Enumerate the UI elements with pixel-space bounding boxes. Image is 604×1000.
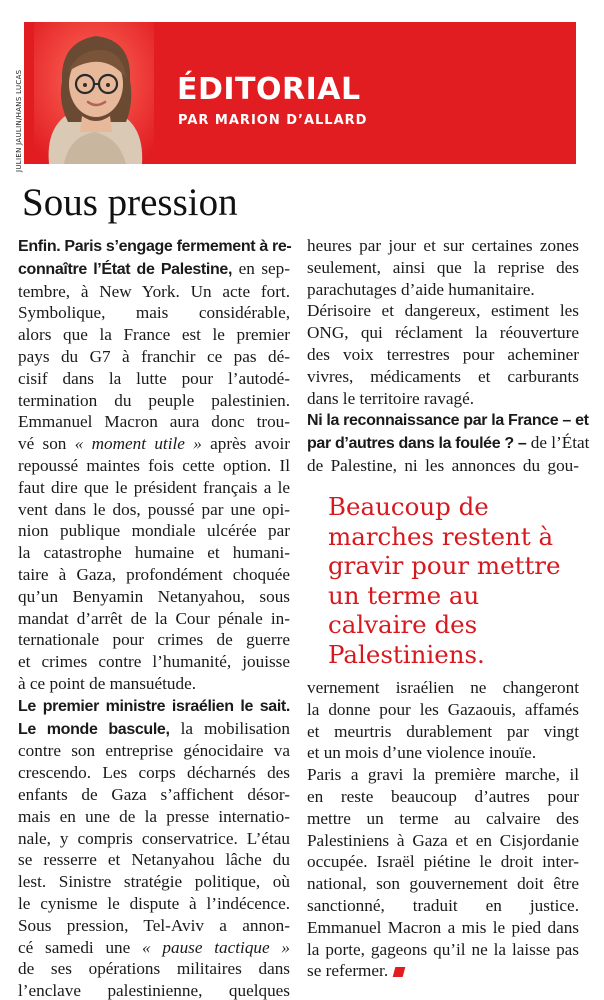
body-text: à ce point de mansuétude. <box>18 673 197 693</box>
text-line <box>307 409 589 432</box>
text-line <box>18 849 290 871</box>
body-text: occupée. Israël piétine le droit inter- <box>307 852 579 872</box>
text-line <box>307 873 579 895</box>
text-line <box>307 322 579 344</box>
text-line <box>18 673 290 695</box>
text-line <box>307 677 579 699</box>
body-text: en sep- <box>232 258 290 278</box>
body-text: enfants de Gaza s’affichent désor- <box>18 784 290 804</box>
text-line <box>18 281 290 303</box>
text-line <box>18 477 290 499</box>
body-text: de l’État <box>526 433 590 453</box>
body-text: vé son <box>18 434 75 454</box>
pull-quote: Beaucoup de marches restent à gravir pour mettre un terme au calvaire des Palestiniens. <box>328 492 561 669</box>
text-line <box>18 499 290 521</box>
quoted-phrase: « pause tactique » <box>142 937 290 957</box>
text-line <box>18 235 290 258</box>
body-text: lest. Sinistre stratégie politique, où <box>18 872 290 892</box>
body-text: ternationale pour crimes de guerre <box>18 630 290 650</box>
text-line <box>18 411 290 433</box>
body-text: vent dans le dos, poussé par une opi- <box>18 499 290 519</box>
text-line <box>307 742 579 764</box>
body-text: Emmanuel Macron a mis le pied dans <box>307 917 579 937</box>
lead-in-text: par d’autres dans la foulée ? – <box>307 435 527 453</box>
lead-in-text: Enfin. Paris s’engage fermement à re- <box>18 238 292 255</box>
text-line <box>18 586 290 608</box>
text-line <box>18 958 290 980</box>
text-line <box>307 432 590 455</box>
body-text: pays du G7 à franchir ce pas dé- <box>18 346 290 366</box>
text-line <box>18 455 290 477</box>
body-text: le cynisme le dispute à l’indécence. <box>18 893 290 913</box>
body-text: heures par jour et sur certaines zones <box>307 236 579 255</box>
text-line <box>18 542 290 564</box>
text-line <box>18 718 290 741</box>
text-line <box>307 786 579 808</box>
text-line <box>18 629 290 651</box>
body-text: tembre, à New York. Un acte fort. <box>18 281 290 301</box>
article-title: Sous pression <box>22 181 238 224</box>
text-line <box>18 651 290 673</box>
body-text: et un mois d’une violence inouïe. <box>307 743 537 763</box>
body-text: termination du peuple palestinien. <box>18 390 290 410</box>
text-line <box>18 915 290 937</box>
body-text: taire à Gaza, profondément choquée <box>18 564 290 584</box>
text-line <box>18 368 290 390</box>
body-text: faut dire que le président français a le <box>18 477 290 497</box>
photo-credit <box>3 22 23 172</box>
text-line <box>18 390 290 412</box>
body-text: Sous pression, Tel-Aviv a annon- <box>18 915 290 935</box>
lead-in-text: connaître l’État de Palestine, <box>18 260 233 278</box>
text-line <box>18 258 290 281</box>
text-line <box>18 893 290 915</box>
text-line <box>307 960 579 982</box>
body-text: sanctionné, traduit en justice. <box>307 895 579 915</box>
body-text: contre son entreprise génocidaire va <box>18 741 290 761</box>
text-line <box>307 917 579 939</box>
quoted-phrase: « moment utile » <box>74 434 202 454</box>
body-text: l’enclave palestinienne, quelques <box>18 981 290 1000</box>
body-text: la porte, gageons qu’il ne la laisse pas <box>307 939 579 959</box>
text-line <box>307 344 579 366</box>
body-text: en reste beaucoup d’autres pour <box>307 786 579 806</box>
text-line <box>18 980 290 1000</box>
body-text: mandat d’arrêt de la Cour pénale in- <box>18 608 290 628</box>
body-text: et meurtris durablement par vingt <box>307 721 579 741</box>
body-text: mettre un terme au calvaire des <box>307 808 579 828</box>
body-text: la donne pour les Gazaouis, affamés <box>307 699 579 719</box>
body-text: dans le territoire ravagé. <box>307 388 475 408</box>
editorial-banner <box>24 22 576 164</box>
text-line <box>18 828 290 850</box>
body-text: et crimes contre l’humanité, jouisse <box>18 652 290 672</box>
body-text: se resserre et Netanyahou lâche du <box>18 850 290 870</box>
body-text: vernement israélien ne changeront <box>307 678 579 697</box>
column-right-top <box>307 235 590 477</box>
body-text: alors que la France est le premier <box>18 325 290 345</box>
text-line <box>18 871 290 893</box>
text-line <box>18 608 290 630</box>
text-line <box>307 366 579 388</box>
photo-credit-text: JULIEN JAULIN/HANS LUCAS <box>15 69 23 172</box>
text-line <box>307 939 579 961</box>
text-line <box>18 520 290 542</box>
text-line <box>307 388 579 410</box>
author-portrait-image <box>34 22 154 164</box>
body-text: Symbolique, mais considérable, <box>18 303 290 323</box>
text-line <box>307 300 579 322</box>
text-line <box>18 302 290 324</box>
body-text: repoussé maintes fois cette option. Il <box>18 455 290 475</box>
body-text: des voix terrestres pour acheminer <box>307 344 579 364</box>
lead-in-text: Ni la reconnaissance par la France – et <box>307 412 589 430</box>
text-line <box>18 806 290 828</box>
body-text: de Palestine, ni les annonces du gou- <box>307 455 579 475</box>
text-line <box>307 851 579 873</box>
text-line <box>307 235 579 257</box>
text-line <box>307 455 579 477</box>
end-of-article-mark <box>393 967 406 977</box>
text-line <box>307 699 579 721</box>
text-line <box>18 564 290 586</box>
text-line <box>307 279 579 301</box>
body-text: la mobilisation <box>169 718 290 738</box>
author-photo <box>34 22 154 164</box>
body-text: national, son gouvernement doit être <box>307 874 579 894</box>
body-text: Palestiniens à Gaza et en Cisjordanie <box>307 830 579 850</box>
body-text: mais en une de la presse internatio- <box>18 806 290 826</box>
body-text: nion publique mondiale ulcérée par <box>18 521 290 541</box>
text-line <box>307 830 579 852</box>
lead-in-text: Le monde bascule, <box>18 720 170 738</box>
body-text: qu’un Benyamin Netanyahou, sous <box>18 586 290 606</box>
body-text: Emmanuel Macron aura donc trou- <box>18 412 290 432</box>
body-text: se refermer. <box>307 961 389 981</box>
text-line <box>307 895 579 917</box>
text-line <box>307 764 579 786</box>
body-text: Dérisoire et dangereux, estiment les <box>307 301 579 321</box>
body-text: après avoir <box>201 434 290 454</box>
author-byline: PAR MARION D’ALLARD <box>178 113 368 128</box>
body-text: la catastrophe humaine et humani- <box>18 543 290 563</box>
lead-in-text: Le premier ministre israélien le sait. <box>18 697 290 715</box>
text-line <box>307 721 579 743</box>
text-line <box>18 784 290 806</box>
body-text: crescendo. Les corps décharnés des <box>18 763 290 783</box>
text-line <box>18 937 290 959</box>
text-line <box>18 695 290 718</box>
text-line <box>307 257 579 279</box>
body-text: parachutages d’aide humanitaire. <box>307 279 535 299</box>
text-line <box>18 740 290 762</box>
text-line <box>307 808 579 830</box>
text-line <box>18 346 290 368</box>
body-text: de ses opérations militaires dans <box>18 959 290 979</box>
body-text: seulement, ainsi que la reprise des <box>307 257 579 277</box>
body-text: nale, y compris conservatrice. L’étau <box>18 828 290 848</box>
body-text: vivres, médicaments et carburants <box>307 366 579 386</box>
body-text: ONG, qui réclament la réouverture <box>307 323 579 343</box>
text-line <box>18 433 290 455</box>
body-text: Paris a gravi la première marche, il <box>307 765 579 785</box>
text-line <box>18 324 290 346</box>
text-line <box>18 762 290 784</box>
column-left <box>18 235 290 1000</box>
body-text: cé samedi une <box>18 937 143 957</box>
body-text: cisif dans la lutte pour l’autodé- <box>18 368 290 388</box>
column-right-bottom <box>307 677 579 982</box>
section-label: ÉDITORIAL <box>177 72 361 107</box>
